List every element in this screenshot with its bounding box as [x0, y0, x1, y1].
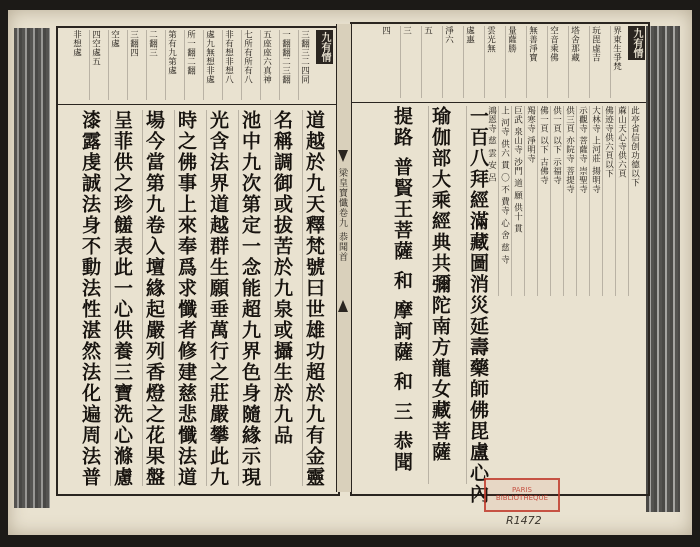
library-stamp: PARIS BIBLIOTHEQUE: [484, 478, 560, 512]
column-rule: [589, 26, 590, 98]
text-column: 呈菲供之珍饈表此一心供養三寶洗心滌慮: [111, 110, 133, 488]
text-column: 一翻翻二三翻: [280, 30, 291, 84]
column-rule: [428, 106, 429, 484]
text-column: 四: [380, 26, 391, 35]
column-rule: [615, 106, 616, 296]
column-rule: [602, 106, 603, 296]
column-rule: [421, 26, 422, 98]
text-column: 蔴山天心寺供六頁: [616, 106, 627, 178]
column-rule: [222, 30, 223, 100]
column-rule: [537, 106, 538, 296]
text-column: 場今當第九卷入壇緣起嚴列香燈之花果盤: [143, 110, 165, 488]
column-rule: [550, 106, 551, 296]
text-column: 淨六: [443, 26, 454, 44]
column-rule: [576, 106, 577, 296]
text-column: 時之佛事上來奉爲求懺者修建慈悲懺法道: [175, 110, 197, 488]
column-rule: [110, 110, 111, 486]
text-column: 池中九次第定一念能超九界色身隨緣示現: [239, 110, 261, 488]
text-column: 非有想非想八: [223, 30, 234, 84]
column-rule: [127, 30, 128, 100]
column-rule: [298, 30, 299, 100]
column-rule: [108, 30, 109, 100]
text-column: 所一翻二翻: [185, 30, 196, 75]
text-column: 空音乘佛: [548, 26, 559, 62]
text-column: 第有九第處: [166, 30, 177, 75]
text-column: 瑜伽部大乘經典共彌陀南方龍女藏菩薩: [429, 106, 451, 463]
text-column: 佛迹寺供六頁以下: [603, 106, 614, 178]
column-rule: [511, 106, 512, 296]
text-column: 供一頁 以下 示福寺: [551, 106, 562, 185]
text-column: 名稱調御或拔苦於九泉或攝生於九品: [271, 110, 293, 446]
text-column: 一百八拜經滿藏圖消災延壽藥師佛毘盧心內: [467, 106, 489, 505]
text-column: 七所有所有八: [242, 30, 253, 84]
text-column: 大林寺 上河莊 揚明寺: [590, 106, 601, 194]
text-column: 光含法界道越群生願垂萬行之莊嚴攀此九: [207, 110, 229, 488]
text-column: 巨武 泉山寺 沙門 道 願 供十 貫: [512, 106, 523, 234]
column-rule: [89, 30, 90, 100]
text-column: 上 河寺 供六 貫 〇 不 費寺 心 舍 慈 寺: [499, 106, 510, 265]
text-column: 三翻三二四同: [299, 30, 310, 84]
text-column: 三: [401, 26, 412, 35]
text-column: 界東生爭梵: [611, 26, 622, 71]
text-column: 玩毘虛吉: [590, 26, 601, 62]
text-column: 供三頁 亦院寺 菩提寺: [564, 106, 575, 194]
column-rule: [610, 26, 611, 98]
column-rule: [524, 106, 525, 296]
column-rule: [498, 106, 499, 296]
column-rule: [184, 30, 185, 100]
column-rule: [241, 30, 242, 100]
left-page-edge: [14, 28, 50, 508]
text-column: 二翻三: [147, 30, 158, 57]
text-column: 空處: [109, 30, 120, 48]
column-rule: [142, 110, 143, 486]
column-rule: [589, 106, 590, 296]
text-column: 三翻四: [128, 30, 139, 57]
text-column: 五: [422, 26, 433, 35]
column-rule: [505, 26, 506, 98]
text-column: 塔舍那藏: [569, 26, 580, 62]
text-column: 此亭省信创功德以下: [629, 106, 640, 187]
column-rule: [526, 26, 527, 98]
text-column: 提路 普賢王菩薩 和 摩訶薩 和 三 恭聞: [391, 106, 413, 473]
column-rule: [203, 30, 204, 100]
text-column: 處惠: [464, 26, 475, 44]
column-rule: [484, 26, 485, 98]
column-rule: [270, 110, 271, 486]
text-column: 羯寒寺 淨明寺: [525, 106, 536, 164]
column-rule: [165, 30, 166, 100]
column-rule: [238, 110, 239, 486]
text-column: 雲光無: [485, 26, 496, 53]
column-rule: [628, 106, 629, 296]
column-rule: [279, 30, 280, 100]
text-column: 示觀寺 菩薩寺 崇聖寺: [577, 106, 588, 194]
right-header-tab: 九有情: [628, 26, 645, 60]
column-rule: [547, 26, 548, 98]
column-rule: [563, 106, 564, 296]
text-column: 無善淨寶: [527, 26, 538, 62]
text-column: 非想處: [71, 30, 82, 57]
call-number: R1472: [506, 514, 542, 527]
column-rule: [466, 106, 467, 484]
right-page-edge: [646, 26, 680, 512]
column-rule: [568, 26, 569, 98]
column-rule: [302, 110, 303, 486]
text-column: 漆露虔誠法身不動法性湛然法化遍周法普: [79, 110, 101, 488]
text-column: 五座座六真神: [261, 30, 272, 84]
text-column: 佛一頁 以下 古佛寺: [538, 106, 549, 185]
column-rule: [174, 110, 175, 486]
text-column: 道越於九天釋梵號曰世雄功超於九有金靈: [303, 110, 325, 488]
center-title: 梁皇寶懺卷九 恭聞首: [337, 168, 347, 262]
text-column: 處九無想非處: [204, 30, 215, 84]
left-header-tab: 九有情: [316, 30, 333, 64]
column-rule: [400, 26, 401, 98]
right-header-band: [350, 22, 646, 103]
text-column: 鴻恩寺 慈 雲 安 呂: [486, 106, 497, 182]
column-rule: [206, 110, 207, 486]
text-column: 四空處五: [90, 30, 101, 66]
column-rule: [463, 26, 464, 98]
column-rule: [442, 26, 443, 98]
column-rule: [146, 30, 147, 100]
column-rule: [260, 30, 261, 100]
text-column: 量薩勝: [506, 26, 517, 53]
